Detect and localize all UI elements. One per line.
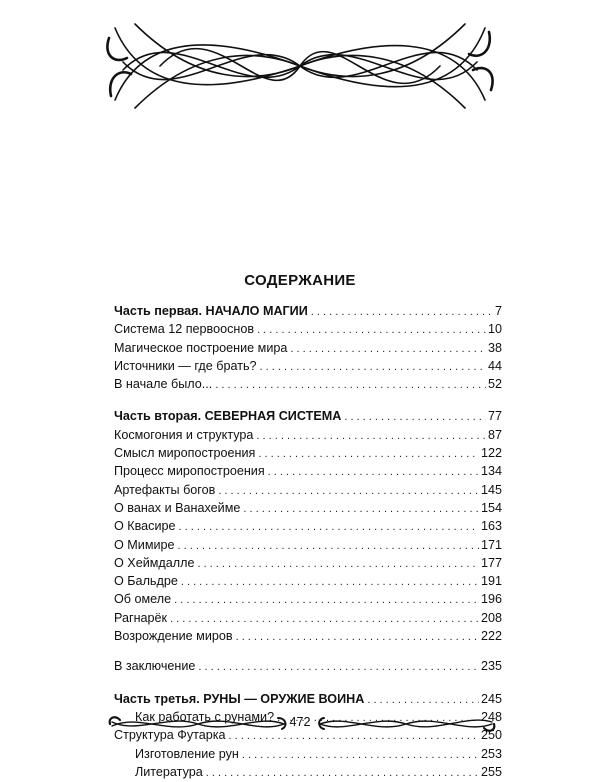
entry-title: Возрождение миров bbox=[114, 629, 233, 644]
toc-entry bbox=[114, 517, 502, 535]
entry-page: 191 bbox=[480, 574, 502, 589]
dot-leader bbox=[206, 764, 479, 782]
entry-page: 145 bbox=[480, 482, 502, 497]
toc-part-heading bbox=[114, 690, 502, 708]
dot-leader bbox=[170, 610, 479, 628]
entry-page: 38 bbox=[487, 340, 502, 355]
entry-title: Структура Футарка bbox=[114, 728, 226, 743]
entry-title: Система 12 первооснов bbox=[114, 322, 255, 337]
dot-leader bbox=[174, 591, 479, 609]
entry-title: В начале было... bbox=[114, 377, 213, 392]
dot-leader bbox=[242, 746, 479, 764]
table-of-contents bbox=[114, 302, 502, 781]
entry-title: Часть первая. НАЧАЛО МАГИИ bbox=[114, 304, 308, 318]
entry-page: 250 bbox=[480, 728, 502, 743]
entry-page: 7 bbox=[494, 304, 502, 318]
entry-title: Магическое построение мира bbox=[114, 340, 288, 355]
toc-entry-indented bbox=[114, 763, 502, 781]
entry-title: О ванах и Ванахейме bbox=[114, 500, 241, 515]
entry-title: Космогония и структура bbox=[114, 427, 254, 442]
entry-title: О Мимире bbox=[114, 537, 175, 552]
entry-title: Часть вторая. СЕВЕРНАЯ СИСТЕМА bbox=[114, 409, 342, 424]
entry-page: 163 bbox=[480, 519, 502, 534]
dot-leader bbox=[215, 376, 486, 394]
toc-title: СОДЕРЖАНИЕ bbox=[244, 272, 356, 289]
entry-page: 196 bbox=[480, 592, 502, 607]
section-gap bbox=[114, 393, 502, 407]
entry-page: 245 bbox=[480, 691, 502, 706]
entry-title: Часть третья. РУНЫ — ОРУЖИЕ ВОИНА bbox=[114, 691, 365, 706]
dot-leader bbox=[344, 408, 486, 426]
decorative-flourish-top bbox=[105, 8, 495, 120]
entry-title: О Хеймдалле bbox=[114, 555, 195, 570]
dot-leader bbox=[367, 691, 479, 709]
section-gap bbox=[114, 645, 502, 657]
entry-title: Рагнарёк bbox=[114, 610, 168, 625]
toc-entry bbox=[114, 554, 502, 572]
dot-leader bbox=[236, 628, 479, 646]
entry-title: О Квасире bbox=[114, 519, 176, 534]
toc-entry bbox=[114, 462, 502, 480]
toc-entry bbox=[114, 499, 502, 517]
entry-page: 222 bbox=[480, 629, 502, 644]
dot-leader bbox=[268, 463, 479, 481]
toc-entry bbox=[114, 572, 502, 590]
entry-page: 154 bbox=[480, 500, 502, 515]
entry-page: 177 bbox=[480, 555, 502, 570]
toc-entry bbox=[114, 375, 502, 393]
entry-page: 122 bbox=[480, 446, 502, 461]
dot-leader bbox=[311, 303, 493, 321]
dot-leader bbox=[181, 573, 479, 591]
entry-title: Процесс миропостроения bbox=[114, 464, 265, 479]
dot-leader bbox=[179, 518, 479, 536]
toc-entry bbox=[114, 357, 502, 375]
toc-part-heading bbox=[114, 407, 502, 425]
dot-leader bbox=[260, 358, 486, 376]
entry-title: Смысл миропостроения bbox=[114, 446, 256, 461]
entry-title: В заключение bbox=[114, 659, 196, 674]
entry-title: Литература bbox=[135, 764, 203, 779]
entry-title: О Бальдре bbox=[114, 574, 178, 589]
entry-title: Артефакты богов bbox=[114, 482, 216, 497]
toc-part-heading bbox=[114, 302, 502, 320]
dot-leader bbox=[257, 321, 486, 339]
toc-entry bbox=[114, 609, 502, 627]
entry-page: 208 bbox=[480, 610, 502, 625]
entry-page: 134 bbox=[480, 464, 502, 479]
entry-title: Источники — где брать? bbox=[114, 358, 257, 373]
entry-page: 248 bbox=[480, 709, 502, 724]
toc-entry bbox=[114, 627, 502, 645]
toc-entry bbox=[114, 444, 502, 462]
toc-entry bbox=[114, 536, 502, 554]
entry-page: 10 bbox=[487, 322, 502, 337]
dot-leader bbox=[256, 427, 486, 445]
section-gap bbox=[114, 676, 502, 690]
entry-page: 52 bbox=[487, 377, 502, 392]
entry-title: Как работать с рунами? bbox=[135, 709, 275, 724]
entry-page: 77 bbox=[487, 409, 502, 424]
toc-entry bbox=[114, 481, 502, 499]
dot-leader bbox=[258, 445, 479, 463]
toc-entry bbox=[114, 426, 502, 444]
entry-title: Об омеле bbox=[114, 592, 172, 607]
toc-entry-indented bbox=[114, 745, 502, 763]
entry-page: 235 bbox=[480, 659, 502, 674]
dot-leader bbox=[243, 500, 479, 518]
entry-page: 87 bbox=[487, 427, 502, 442]
toc-entry bbox=[114, 590, 502, 608]
dot-leader bbox=[290, 340, 486, 358]
entry-page: 171 bbox=[480, 537, 502, 552]
dot-leader bbox=[198, 658, 479, 676]
page-number: 472 bbox=[289, 715, 311, 729]
footer-flourish-right bbox=[318, 712, 496, 736]
toc-conclusion bbox=[114, 657, 502, 675]
toc-entry bbox=[114, 320, 502, 338]
toc-entry bbox=[114, 339, 502, 357]
entry-page: 255 bbox=[480, 764, 502, 779]
entry-page: 44 bbox=[487, 358, 502, 373]
dot-leader bbox=[178, 537, 479, 555]
entry-title: Изготовление рун bbox=[135, 746, 239, 761]
entry-page: 253 bbox=[480, 746, 502, 761]
dot-leader bbox=[197, 555, 479, 573]
dot-leader bbox=[218, 482, 479, 500]
